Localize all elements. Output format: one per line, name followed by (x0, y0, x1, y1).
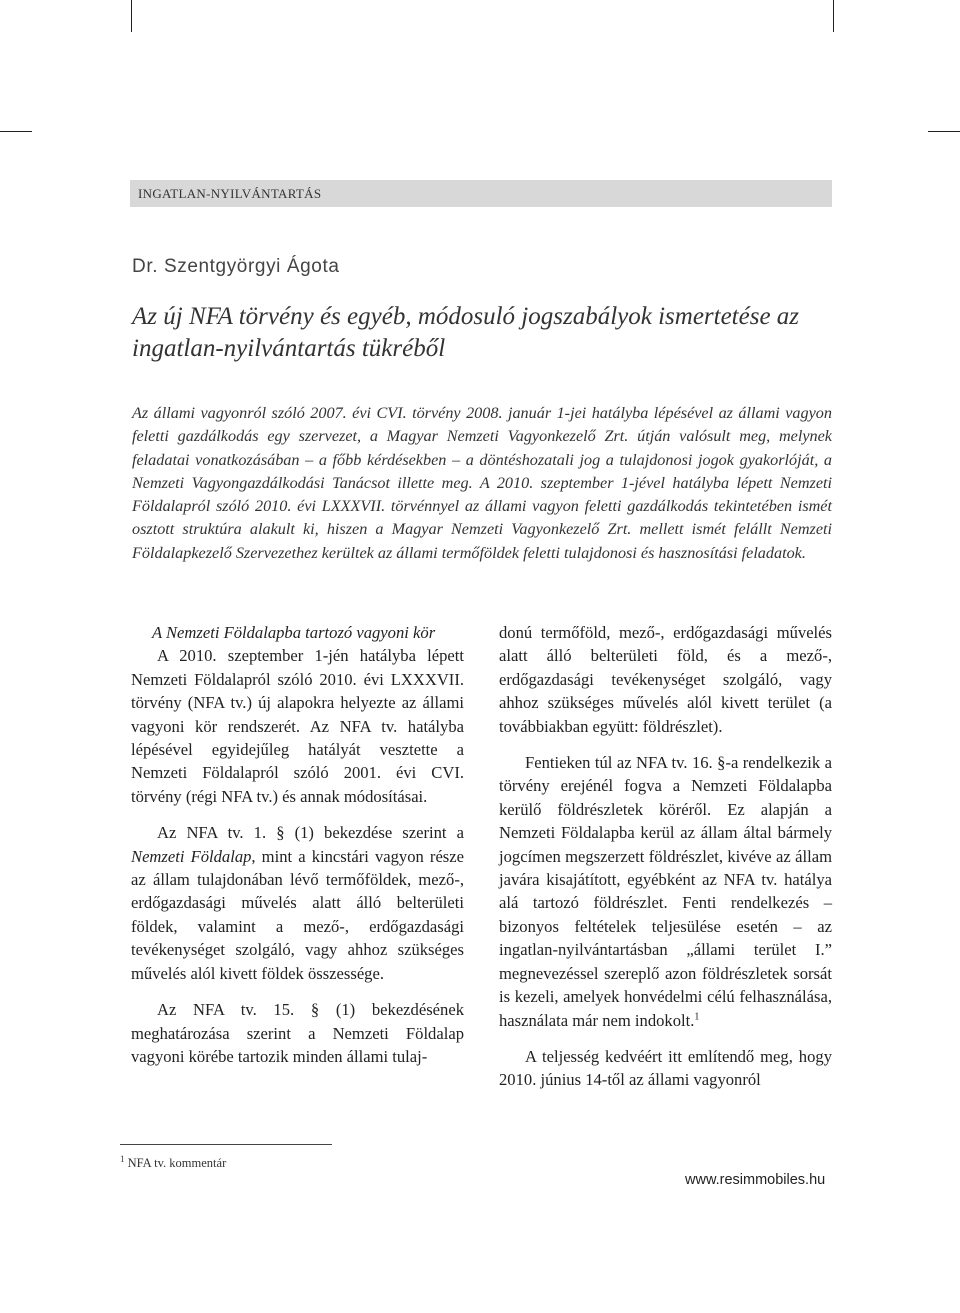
section-header-bar (130, 180, 832, 207)
right-paragraph-2 (499, 751, 832, 1032)
article-title: Az új NFA törvény és egyéb, módosuló jogszabályok ismertetése az ingatlan-nyilvántartás tükréből (132, 303, 800, 362)
footnote-number: 1 (120, 1153, 125, 1164)
crop-mark (833, 0, 834, 32)
footnote-text: NFA tv. kommentár (127, 1156, 227, 1170)
website-link[interactable]: www.resimmobiles.hu (685, 1172, 826, 1188)
subheading: A Nemzeti Földalapba tartozó vagyoni kör (152, 623, 436, 642)
crop-mark (131, 0, 132, 32)
left-paragraph-3: Az NFA tv. 15. § (1) bekezdésének meghatározása szerint a Nemzeti Földalap vagyoni körébe tartozik minden állami tulaj- (131, 1000, 464, 1066)
left-paragraph-1: A 2010. szeptember 1-jén hatályba lépett Nemzeti Földalapról szóló 2010. évi LXXXVII. törvény (NFA tv.) új alapokra helyezte az állami vagyoni kör rendszerét. Az NFA tv. hatályba lépésével egyidejűleg hatályát vesztette a Nemzeti Földalapról szóló 2001. évi CVI. törvény (régi NFA tv.) és annak módosításai. (131, 646, 464, 806)
footnote-reference[interactable]: 1 (694, 1010, 700, 1022)
footnote (120, 1153, 227, 1171)
left-paragraph-2 (131, 821, 464, 985)
right-column (499, 621, 832, 1092)
author-name: Dr. Szentgyörgyi Ágota (132, 256, 340, 277)
emphasis: Nemzeti Földalap (131, 846, 252, 866)
right-paragraph-1: donú termőföld, mező-, erdőgazdasági művelés alatt álló belterületi föld, és a mező-, erdőgazdasági tevékenységet szolgáló, vagy ahhoz szükséges művelés alól kivett terület (a továbbiakban együtt: földrészlet). (499, 623, 832, 736)
crop-mark (0, 131, 32, 132)
crop-mark (928, 131, 960, 132)
text-run: , mint a kincstári vagyon része az állam tulajdonában lévő termőföldek, mező-, erdőgazdasági művelés alatt álló belterületi földek, valamint a mező-, erdőgazdasági tevékenységet szolgáló, vagy ahhoz szükséges művelés alól kivett földek összessége. (131, 846, 464, 983)
text-run: Fentieken túl az NFA tv. 16. §-a rendelkezik a törvény erejénél fogva a Nemzeti Földalapba kerülő földrészletek köréről. Ez alapján a Nemzeti Földalapba kerül az állam által bármely jogcímen megszerzett földrészlet, kivéve az állam javára kisajátított, egyébként az NFA tv. hatálya alá tartozó földrészlet. Fenti rendelkezés – bizonyos feltételek teljesülése esetén – az ingatlan-nyilvántartásban „állami terület I.” megnevezéssel szereplő azon földrészletek sorsát is kezeli, amelyek honvédelmi célú felhasználása, használata már nem indokolt. (499, 753, 832, 1030)
footnote-rule (120, 1144, 332, 1145)
text-run: Az NFA tv. 1. § (1) bekezdése szerint a (157, 823, 464, 843)
abstract: Az állami vagyonról szóló 2007. évi CVI. törvény 2008. január 1-jei hatályba lépésével az állami vagyon feletti gazdálkodás egy szervezet, a Magyar Nemzeti Vagyonkezelő Zrt. útján valósult meg, melynek feladatai vonatkozásában – a főbb kérdésekben – a döntéshozatali jog a tulajdonosi jogok gyakorlóját, a Nemzeti Vagyongazdálkodási Tanácsot illette meg. A 2010. szeptember 1-jével hatályba lépett Nemzeti Földalapról szóló 2010. évi LXXXVII. törvénnyel az állami vagyon feletti gazdálkodás tekintetében ismét osztott struktúra alakult ki, hiszen a Magyar Nemzeti Vagyonkezelő Zrt. mellett ismét felállt Nemzeti Földalapkezelő Szervezethez kerültek az állami termőföldek feletti tulajdonosi és hasznosítási feladatok. (132, 404, 832, 562)
section-label: INGATLAN-NYILVÁNTARTÁS (138, 186, 322, 201)
left-column (131, 621, 464, 1068)
right-paragraph-3: A teljesség kedvéért itt említendő meg, hogy 2010. június 14-től az állami vagyonról (499, 1046, 832, 1090)
